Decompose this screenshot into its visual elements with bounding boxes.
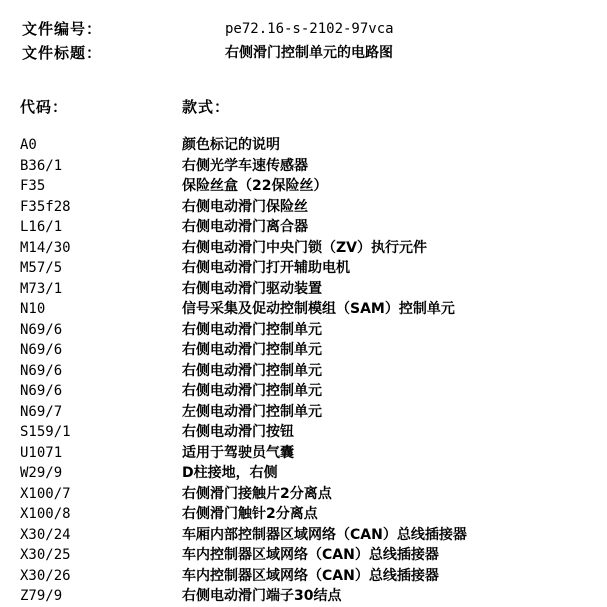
component-desc: 右侧电动滑门控制单元 bbox=[182, 383, 322, 399]
component-desc: 右侧光学车速传感器 bbox=[182, 157, 308, 174]
doc-title-value: 右侧滑门控制单元的电路图 bbox=[225, 45, 393, 61]
component-code: L16/1 bbox=[20, 219, 63, 235]
component-desc: 右侧电动滑门控制单元 bbox=[182, 362, 322, 379]
component-code: F35f28 bbox=[20, 198, 71, 215]
component-code: M57/5 bbox=[20, 260, 63, 276]
component-desc: 右侧电动滑门打开辅助电机 bbox=[182, 260, 350, 276]
component-desc: 信号采集及促动控制模组（SAM）控制单元 bbox=[182, 301, 455, 317]
component-desc: 右侧滑门触针2分离点 bbox=[182, 506, 318, 522]
component-code: M73/1 bbox=[20, 280, 63, 297]
component-desc: 车厢内部控制器区域网络（CAN）总线插接器 bbox=[182, 526, 467, 543]
component-code: N69/6 bbox=[20, 321, 63, 338]
doc-number-value: pe72.16-s-2102-97vca bbox=[225, 21, 394, 37]
component-desc: 右侧电动滑门中央门锁（ZV）执行元件 bbox=[182, 239, 427, 256]
component-desc: 保险丝盒（22保险丝） bbox=[182, 178, 328, 194]
component-desc: 右侧电动滑门保险丝 bbox=[182, 198, 308, 215]
component-code: N69/7 bbox=[20, 403, 63, 420]
component-code: X30/26 bbox=[20, 567, 71, 584]
component-code: N10 bbox=[20, 301, 46, 317]
component-code: W29/9 bbox=[20, 465, 63, 481]
component-desc: 右侧电动滑门控制单元 bbox=[182, 321, 322, 338]
component-desc: 颜色标记的说明 bbox=[182, 137, 280, 153]
component-code: N69/6 bbox=[20, 342, 63, 358]
code-column-header: 代码： bbox=[20, 98, 69, 116]
component-desc: 适用于驾驶员气囊 bbox=[182, 444, 294, 461]
component-desc: 右侧电动滑门离合器 bbox=[182, 219, 308, 235]
component-desc: 右侧电动滑门端子30结点 bbox=[182, 588, 342, 604]
component-code: F35 bbox=[20, 178, 46, 194]
component-code: N69/6 bbox=[20, 362, 63, 379]
desc-column-header: 款式： bbox=[182, 98, 231, 116]
component-desc: 右侧电动滑门驱动装置 bbox=[182, 280, 322, 297]
component-desc: 车内控制器区域网络（CAN）总线插接器 bbox=[182, 567, 439, 584]
component-code: S159/1 bbox=[20, 424, 71, 440]
component-code: M14/30 bbox=[20, 239, 71, 256]
component-desc: 车内控制器区域网络（CAN）总线插接器 bbox=[182, 547, 439, 563]
component-desc: 右侧电动滑门控制单元 bbox=[182, 342, 322, 358]
component-code: B36/1 bbox=[20, 157, 63, 174]
doc-number-label: 文件编号： bbox=[22, 20, 103, 38]
component-code: X30/24 bbox=[20, 526, 71, 543]
component-code: X100/8 bbox=[20, 506, 71, 522]
component-code: A0 bbox=[20, 137, 37, 153]
component-code: X30/25 bbox=[20, 547, 71, 563]
component-code: N69/6 bbox=[20, 383, 63, 399]
component-desc: 右侧滑门接触片2分离点 bbox=[182, 485, 332, 502]
doc-title-label: 文件标题： bbox=[22, 44, 103, 62]
component-desc: 左侧电动滑门控制单元 bbox=[182, 403, 322, 420]
component-desc: D柱接地，右侧 bbox=[182, 465, 278, 481]
component-code: Z79/9 bbox=[20, 588, 63, 604]
component-code: U1071 bbox=[20, 444, 63, 461]
component-desc: 右侧电动滑门按钮 bbox=[182, 424, 294, 440]
component-code: X100/7 bbox=[20, 485, 71, 502]
